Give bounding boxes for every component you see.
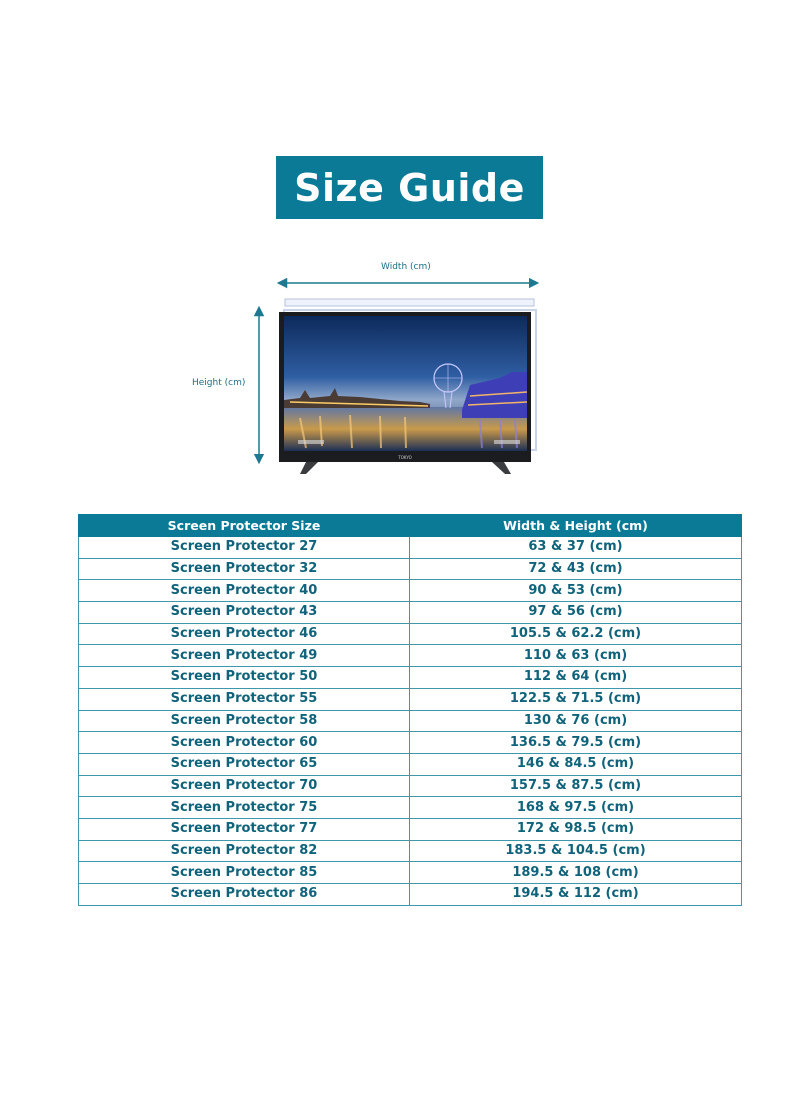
- table-row: [79, 688, 742, 710]
- table-row: [79, 732, 742, 754]
- table-body: [79, 537, 742, 906]
- tv-size-diagram: [0, 0, 800, 500]
- dims-cell: 136.5 & 79.5 (cm): [410, 732, 742, 754]
- dims-cell: 183.5 & 104.5 (cm): [410, 840, 742, 862]
- size-cell: Screen Protector 55: [79, 688, 410, 710]
- height-label: Height (cm): [192, 378, 246, 388]
- dims-cell: 97 & 56 (cm): [410, 602, 742, 624]
- header-dimensions: Width & Height (cm): [410, 515, 742, 537]
- tv-brand-logo: TOKYO: [398, 455, 412, 460]
- size-cell: Screen Protector 86: [79, 884, 410, 906]
- size-cell: Screen Protector 27: [79, 537, 410, 559]
- header-size: Screen Protector Size: [79, 515, 410, 537]
- size-cell: Screen Protector 49: [79, 645, 410, 667]
- table-row: [79, 602, 742, 624]
- table-row: [79, 580, 742, 602]
- tv-screen-image: [284, 316, 527, 451]
- table-row: [79, 818, 742, 840]
- table-row: [79, 667, 742, 689]
- dims-cell: 168 & 97.5 (cm): [410, 797, 742, 819]
- size-table: [78, 514, 742, 906]
- size-cell: Screen Protector 70: [79, 775, 410, 797]
- table-row: [79, 753, 742, 775]
- table-row: [79, 840, 742, 862]
- table-row: [79, 537, 742, 559]
- dims-cell: 105.5 & 62.2 (cm): [410, 623, 742, 645]
- table-header-row: [79, 515, 742, 537]
- dims-cell: 110 & 63 (cm): [410, 645, 742, 667]
- tv-stand-left: [300, 462, 318, 474]
- table-row: [79, 645, 742, 667]
- dims-cell: 112 & 64 (cm): [410, 667, 742, 689]
- dims-cell: 122.5 & 71.5 (cm): [410, 688, 742, 710]
- table-row: [79, 710, 742, 732]
- dims-cell: 146 & 84.5 (cm): [410, 753, 742, 775]
- dims-cell: 194.5 & 112 (cm): [410, 884, 742, 906]
- size-cell: Screen Protector 50: [79, 667, 410, 689]
- size-cell: Screen Protector 60: [79, 732, 410, 754]
- dims-cell: 72 & 43 (cm): [410, 558, 742, 580]
- page-title: Size Guide: [294, 165, 525, 210]
- table-row: [79, 775, 742, 797]
- table-row: [79, 862, 742, 884]
- dims-cell: 172 & 98.5 (cm): [410, 818, 742, 840]
- width-label: Width (cm): [381, 262, 431, 272]
- dims-cell: 157.5 & 87.5 (cm): [410, 775, 742, 797]
- table-row: [79, 558, 742, 580]
- tv-stand-right: [492, 462, 511, 474]
- protector-top-edge: [285, 299, 534, 306]
- dims-cell: 63 & 37 (cm): [410, 537, 742, 559]
- table-header: [79, 515, 742, 537]
- size-cell: Screen Protector 65: [79, 753, 410, 775]
- table-row: [79, 623, 742, 645]
- size-cell: Screen Protector 46: [79, 623, 410, 645]
- table-row: [79, 884, 742, 906]
- size-cell: Screen Protector 82: [79, 840, 410, 862]
- size-cell: Screen Protector 85: [79, 862, 410, 884]
- size-cell: Screen Protector 32: [79, 558, 410, 580]
- dims-cell: 130 & 76 (cm): [410, 710, 742, 732]
- size-cell: Screen Protector 43: [79, 602, 410, 624]
- table-row: [79, 797, 742, 819]
- size-cell: Screen Protector 58: [79, 710, 410, 732]
- dims-cell: 189.5 & 108 (cm): [410, 862, 742, 884]
- size-cell: Screen Protector 77: [79, 818, 410, 840]
- dims-cell: 90 & 53 (cm): [410, 580, 742, 602]
- size-cell: Screen Protector 40: [79, 580, 410, 602]
- size-cell: Screen Protector 75: [79, 797, 410, 819]
